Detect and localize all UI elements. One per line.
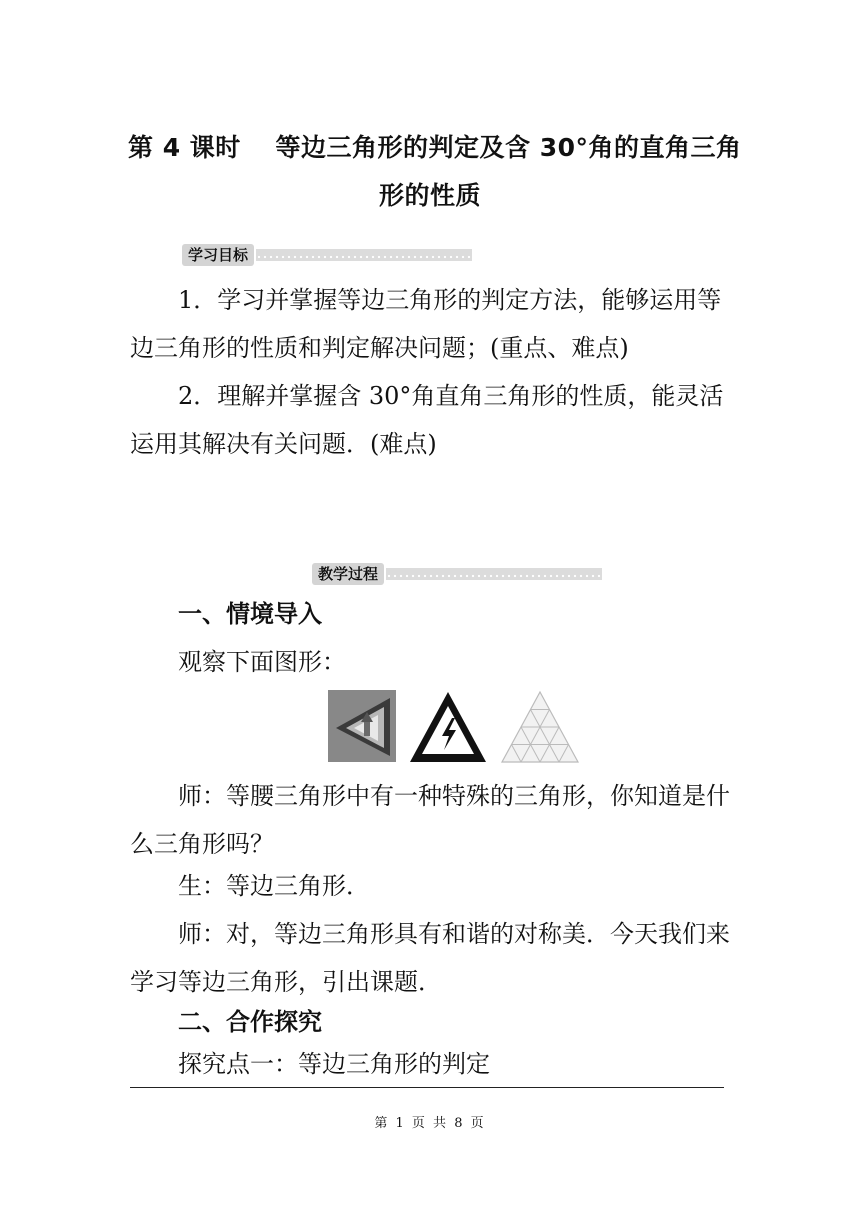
dialog-teacher-question: 师：等腰三角形中有一种特殊的三角形，你知道是什么三角形吗？ (130, 782, 730, 858)
objectives-label: 学习目标 (182, 244, 254, 266)
objective-1: 1．学习并掌握等边三角形的判定方法，能够运用等边三角形的性质和判定解决问题；(重点、难点) (130, 286, 722, 362)
page-footer: 第 1 页 共 8 页 (374, 1116, 486, 1131)
badge-dots (386, 568, 602, 580)
triangle-grid-icon (500, 690, 580, 764)
footer-divider (130, 1087, 724, 1088)
figure-row (328, 690, 580, 764)
explore-heading: 二、合作探究 (178, 1008, 322, 1036)
dialog-student-answer: 生：等边三角形． (178, 872, 370, 900)
objectives-badge (182, 243, 472, 267)
triangle-frame-photo-icon (328, 690, 396, 762)
intro-heading: 一、情境导入 (178, 600, 322, 628)
dialog-teacher-response: 师：对，等边三角形具有和谐的对称美．今天我们来学习等边三角形，引出课题． (130, 920, 730, 996)
badge-dots (256, 249, 472, 261)
objective-2: 2．理解并掌握含 30°角直角三角形的性质，能灵活运用其解决有关问题．(难点) (130, 382, 724, 458)
observe-text: 观察下面图形： (178, 648, 346, 676)
electric-hazard-sign-icon (408, 690, 488, 764)
process-badge (312, 562, 602, 586)
lesson-title-line2: 形的性质 (378, 181, 481, 210)
process-label: 教学过程 (312, 563, 384, 585)
lesson-title-line1: 第 4 课时 等边三角形的判定及含 30°角的直角三角 (128, 133, 742, 162)
explore-point-1: 探究点一：等边三角形的判定 (178, 1050, 490, 1078)
